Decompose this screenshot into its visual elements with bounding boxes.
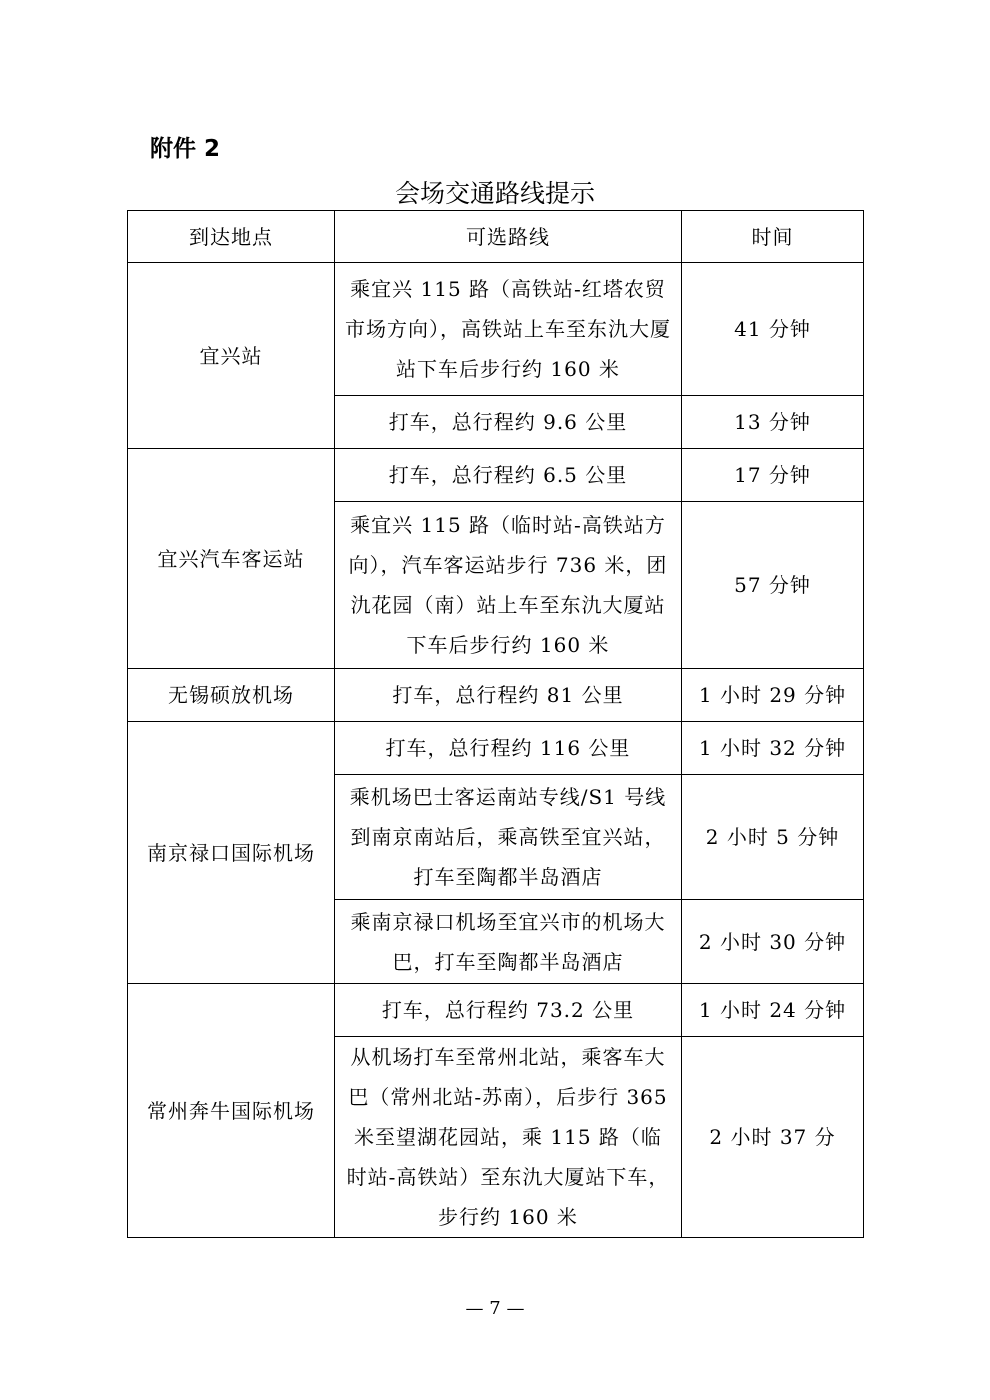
table-row bbox=[128, 449, 864, 502]
route-cell: 乘机场巴士客运南站专线/S1 号线到南京南站后，乘高铁至宜兴站，打车至陶都半岛酒店 bbox=[335, 775, 682, 900]
time-cell: 1 小时 32 分钟 bbox=[682, 722, 864, 775]
table-row bbox=[128, 984, 864, 1037]
route-cell: 乘宜兴 115 路（临时站-高铁站方向），汽车客运站步行 736 米，团氿花园（南）站上车至东氿大厦站下车后步行约 160 米 bbox=[335, 502, 682, 669]
header-time: 时间 bbox=[682, 211, 864, 263]
location-cell: 南京禄口国际机场 bbox=[128, 722, 335, 984]
header-location: 到达地点 bbox=[128, 211, 335, 263]
time-cell: 1 小时 29 分钟 bbox=[682, 669, 864, 722]
time-cell: 1 小时 24 分钟 bbox=[682, 984, 864, 1037]
table-row bbox=[128, 263, 864, 396]
route-cell: 打车，总行程约 9.6 公里 bbox=[335, 396, 682, 449]
time-cell: 13 分钟 bbox=[682, 396, 864, 449]
route-cell: 打车，总行程约 116 公里 bbox=[335, 722, 682, 775]
time-cell: 2 小时 37 分 bbox=[682, 1037, 864, 1238]
time-cell: 57 分钟 bbox=[682, 502, 864, 669]
page-number: — 7 — bbox=[465, 1298, 525, 1319]
page-title: 会场交通路线提示 bbox=[394, 179, 595, 208]
location-cell: 宜兴汽车客运站 bbox=[128, 449, 335, 669]
time-cell: 2 小时 30 分钟 bbox=[682, 900, 864, 984]
header-route: 可选路线 bbox=[335, 211, 682, 263]
table-row bbox=[128, 669, 864, 722]
header-row bbox=[128, 211, 864, 263]
table-row bbox=[128, 722, 864, 775]
routes-table bbox=[127, 210, 864, 1238]
route-cell: 打车，总行程约 81 公里 bbox=[335, 669, 682, 722]
time-cell: 41 分钟 bbox=[682, 263, 864, 396]
time-cell: 17 分钟 bbox=[682, 449, 864, 502]
location-cell: 宜兴站 bbox=[128, 263, 335, 449]
attachment-label: 附件 2 bbox=[150, 136, 221, 162]
route-cell: 乘宜兴 115 路（高铁站-红塔农贸市场方向），高铁站上车至东氿大厦站下车后步行约 160 米 bbox=[335, 263, 682, 396]
location-cell: 无锡硕放机场 bbox=[128, 669, 335, 722]
route-cell: 打车，总行程约 6.5 公里 bbox=[335, 449, 682, 502]
time-cell: 2 小时 5 分钟 bbox=[682, 775, 864, 900]
location-cell: 常州奔牛国际机场 bbox=[128, 984, 335, 1238]
route-cell: 乘南京禄口机场至宜兴市的机场大巴，打车至陶都半岛酒店 bbox=[335, 900, 682, 984]
route-cell: 打车，总行程约 73.2 公里 bbox=[335, 984, 682, 1037]
route-cell: 从机场打车至常州北站，乘客车大巴（常州北站-苏南），后步行 365 米至望湖花园站，乘 115 路（临时站-高铁站）至东氿大厦站下车，步行约 160 米 bbox=[335, 1037, 682, 1238]
routes-body bbox=[128, 263, 864, 1238]
